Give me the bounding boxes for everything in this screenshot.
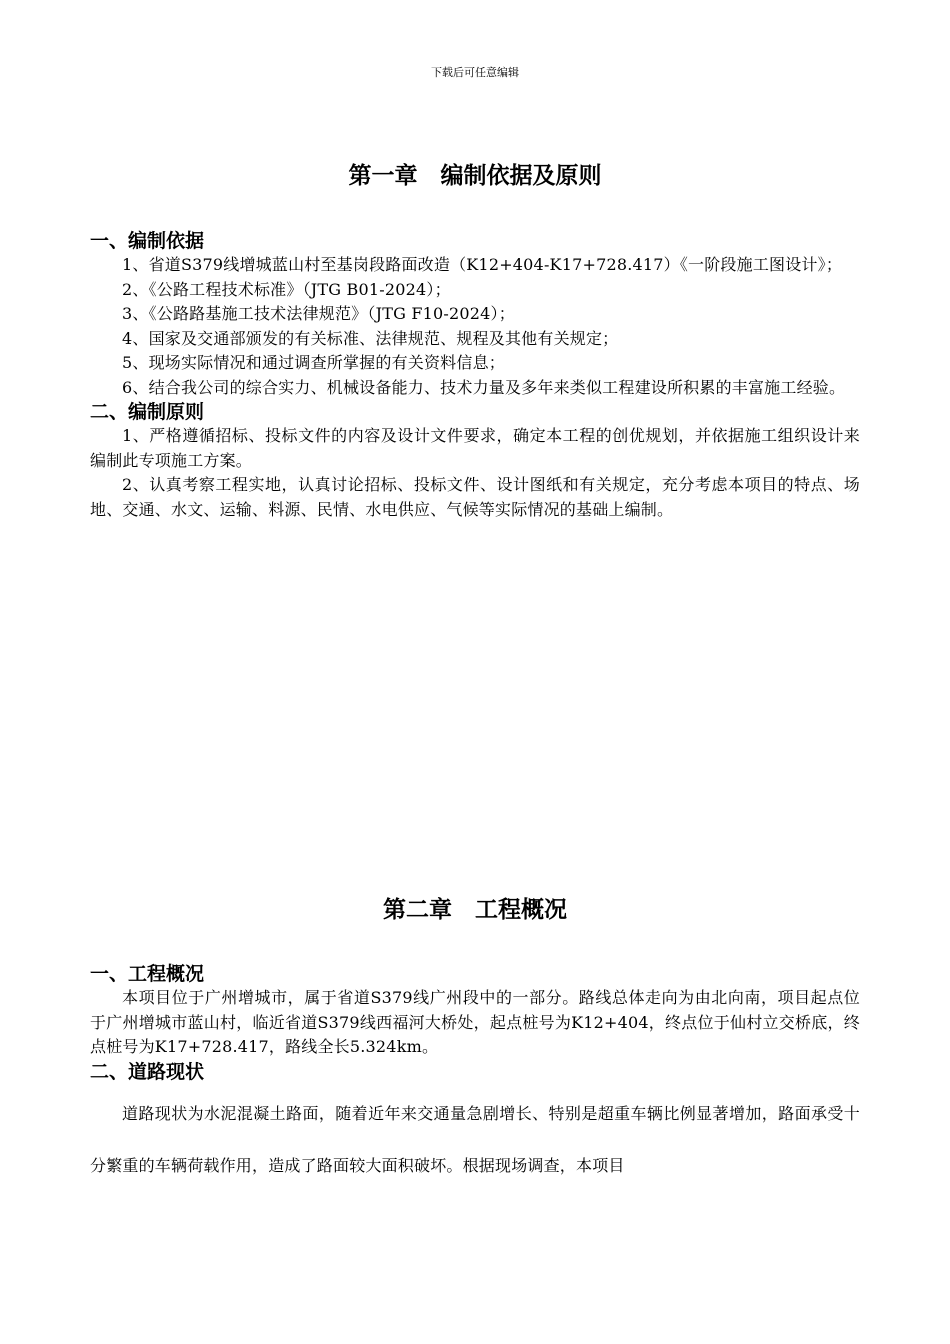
basis-item-3: 3、《公路路基施工技术法律规范》（JTG F10-2024）； xyxy=(122,304,515,323)
chapter-2-title: 第二章 工程概况 xyxy=(383,897,567,923)
basis-item-5: 5、现场实际情况和通过调查所掌握的有关资料信息； xyxy=(122,353,505,372)
overview-paragraph: 本项目位于广州增城市，属于省道S379线广州段中的一部分。路线总体走向为由北向南，项目起点位于广州增城市蓝山村，临近省道S379线西福河大桥处，起点桩号为K12+404，终点位于仙村立交桥底，终点桩号为K17+728.417，路线全长5.324km。 xyxy=(90,988,860,1056)
basis-item-6: 6、结合我公司的综合实力、机械设备能力、技术力量及多年来类似工程建设所积累的丰富施工经验。 xyxy=(122,377,846,397)
section-heading-principles: 二、编制原则 xyxy=(90,401,205,423)
section-heading-basis: 一、编制依据 xyxy=(90,230,205,252)
section-heading-overview: 一、工程概况 xyxy=(90,963,205,985)
basis-item-1: 1、省道S379线增城蓝山村至基岗段路面改造（K12+404-K17+728.417）《一阶段施工图设计》； xyxy=(122,255,843,274)
chapter-1-title: 第一章 编制依据及原则 xyxy=(348,163,602,189)
basis-item-4: 4、国家及交通部颁发的有关标准、法律规范、规程及其他有关规定； xyxy=(122,328,619,348)
section-heading-road-status: 二、道路现状 xyxy=(90,1060,205,1083)
principle-item-2: 2、认真考察工程实地，认真讨论招标、投标文件、设计图纸和有关规定，充分考虑本项目的特点、场地、交通、水文、运输、料源、民情、水电供应、气候等实际情况的基础上编制。 xyxy=(90,475,860,519)
page-header-note: 下载后可任意编辑 xyxy=(431,66,519,79)
principle-item-1: 1、严格遵循招标、投标文件的内容及设计文件要求，确定本工程的创优规划，并依据施工组织设计来编制此专项施工方案。 xyxy=(90,426,860,470)
basis-item-2: 2、《公路工程技术标准》（JTG B01-2024）； xyxy=(122,279,451,299)
road-status-paragraph: 道路现状为水泥混凝土路面，随着近年来交通量急剧增长、特别是超重车辆比例显著增加，路面承受十分繁重的车辆荷载作用，造成了路面较大面积破坏。根据现场调查，本项目 xyxy=(90,1103,860,1175)
chapter-2-section-1 xyxy=(90,962,860,1192)
chapter-1-section-1 xyxy=(90,229,860,522)
